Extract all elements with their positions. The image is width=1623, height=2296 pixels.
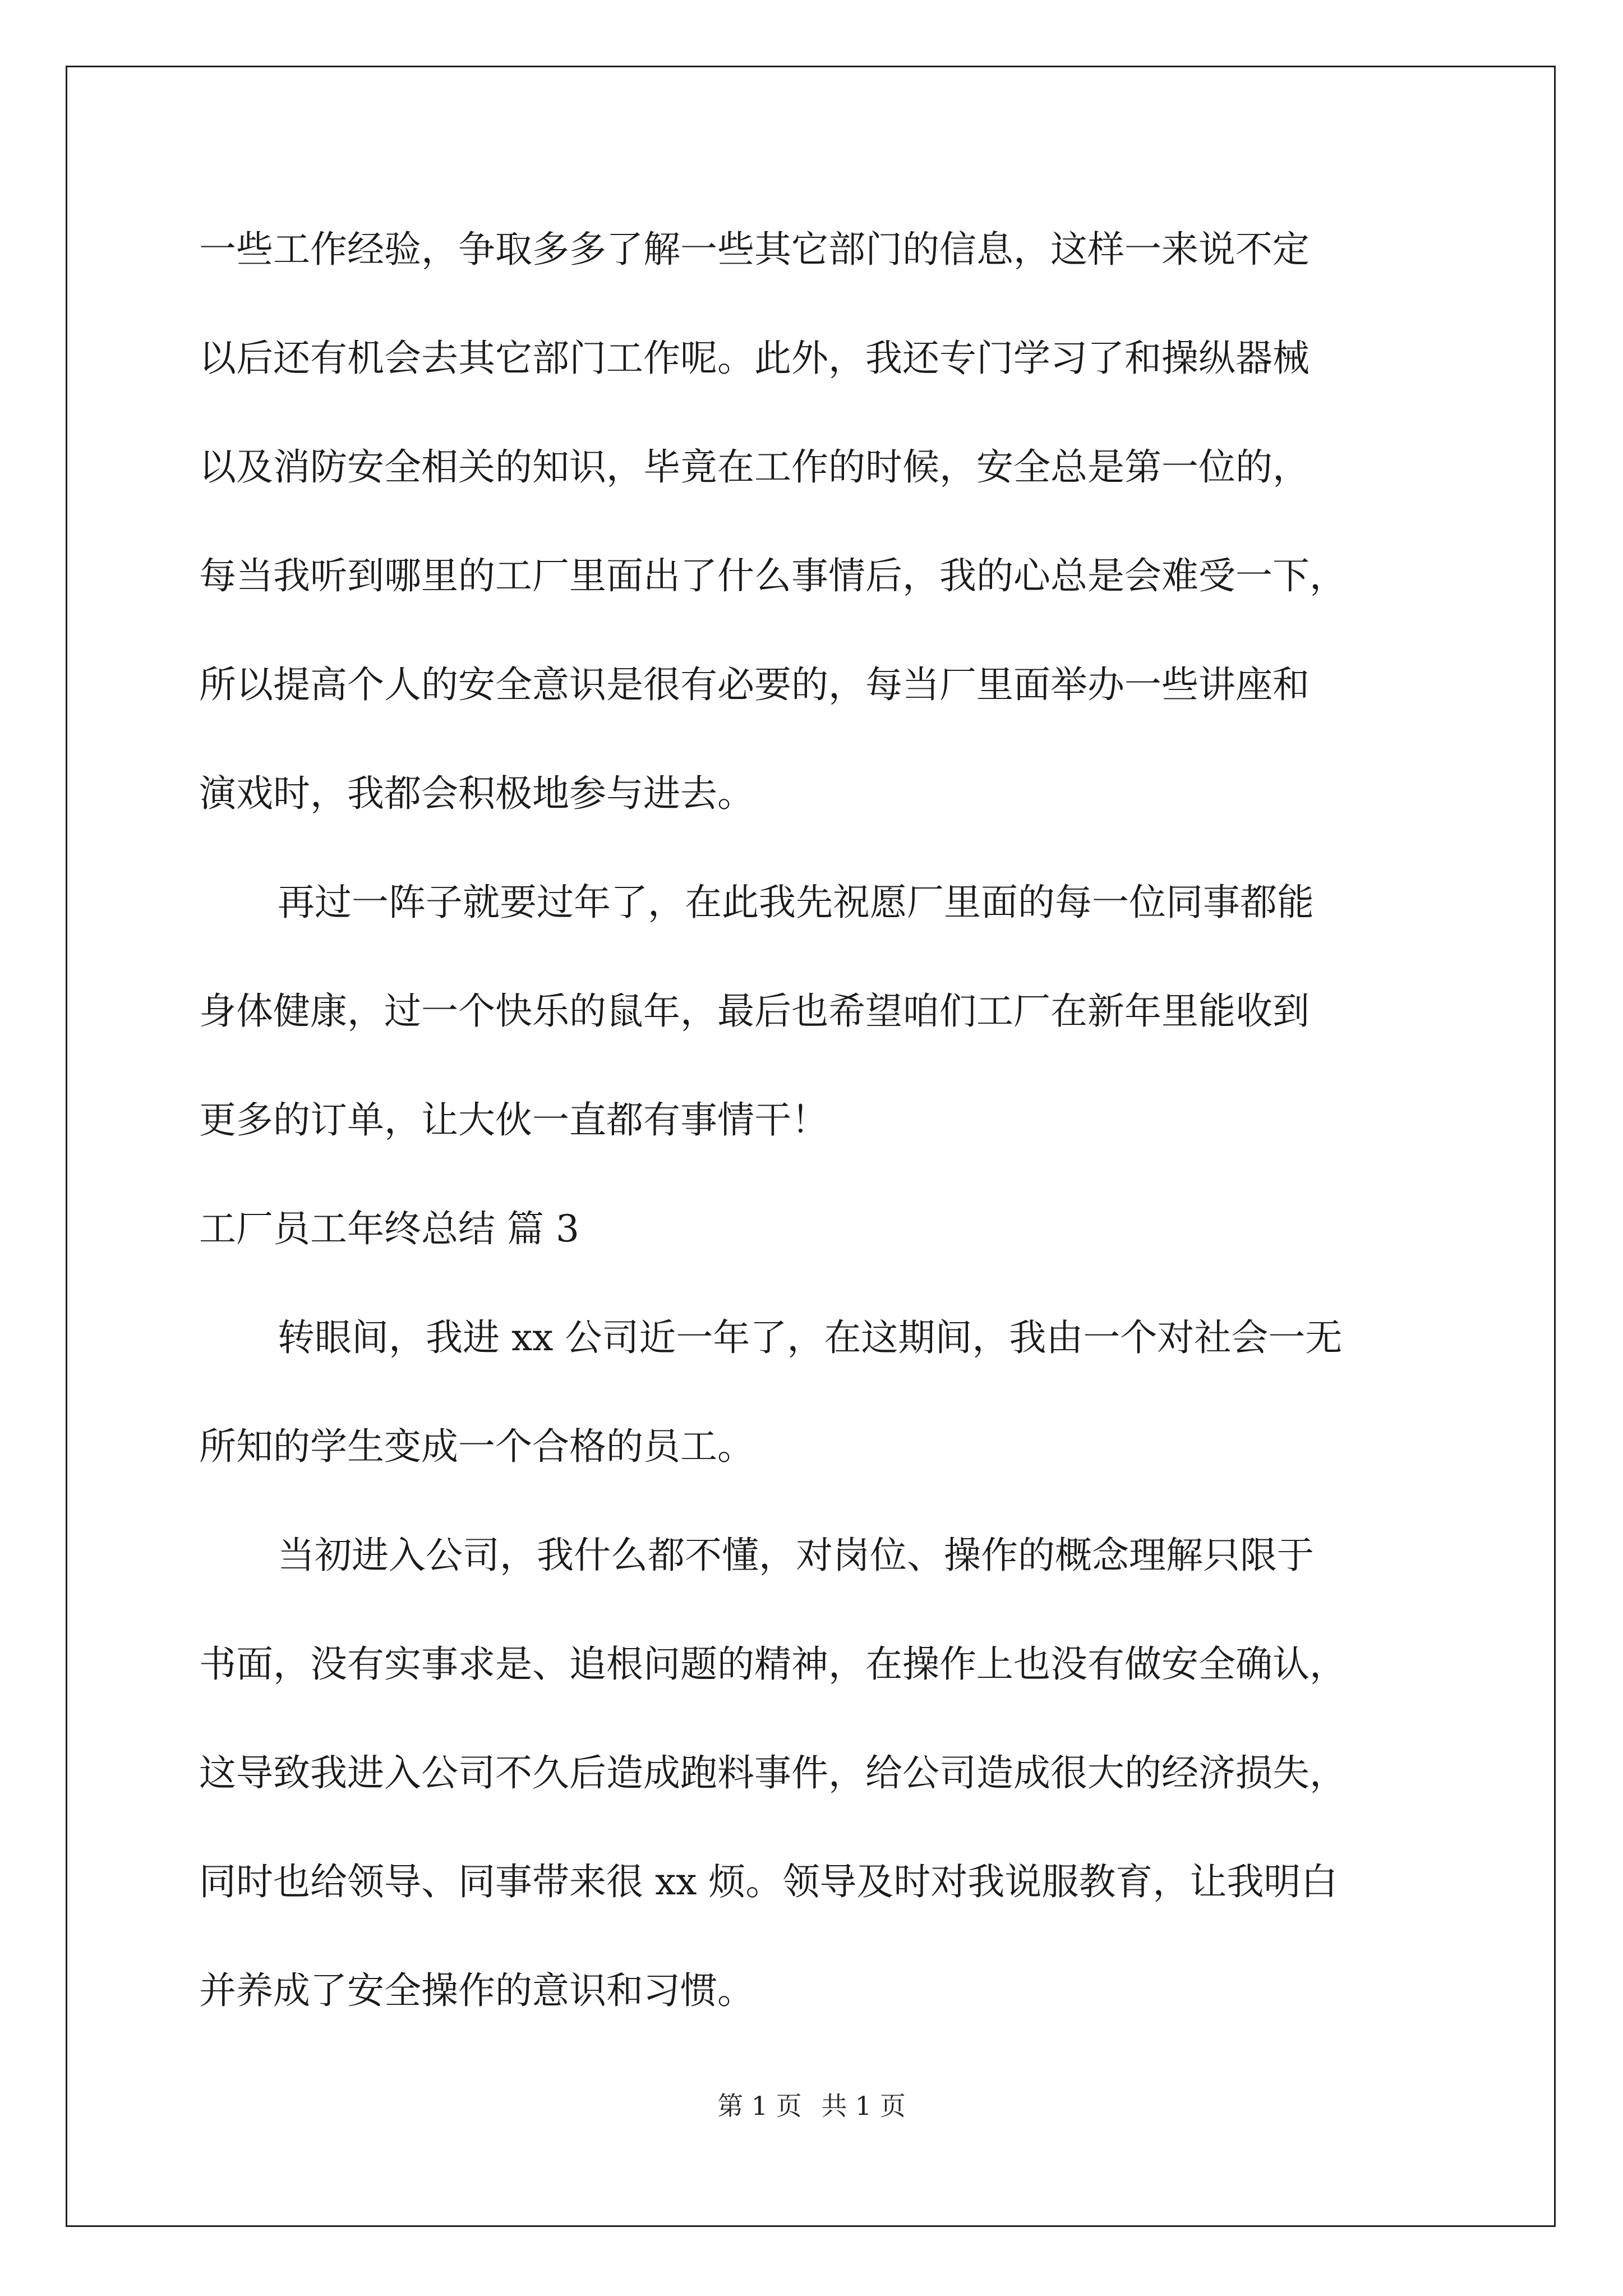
- page-footer: [0, 2086, 1623, 2123]
- text-line: 每当我听到哪里的工厂里面出了什么事情后，我的心总是会难受一下，: [199, 554, 1347, 597]
- text-line: 身体健康，过一个快乐的鼠年，最后也希望咱们工厂在新年里能收到: [199, 990, 1310, 1033]
- text-line: 同时也给领导、同事带来很 xx 烦。领导及时对我说服教育，让我明白: [199, 1860, 1338, 1903]
- text-line: 这导致我进入公司不久后造成跑料事件，给公司造成很大的经济损失，: [199, 1751, 1347, 1795]
- text-line: 并养成了安全操作的意识和习惯。: [199, 1969, 754, 2012]
- text-line: 一些工作经验，争取多多了解一些其它部门的信息，这样一来说不定: [199, 228, 1310, 271]
- text-line: 更多的订单，让大伙一直都有事情干！: [199, 1098, 828, 1142]
- text-line: 以及消防安全相关的知识，毕竟在工作的时候，安全总是第一位的，: [199, 445, 1310, 489]
- text-line: 所以提高个人的安全意识是很有必要的，每当厂里面举办一些讲座和: [199, 663, 1310, 706]
- text-line: 书面，没有实事求是、追根问题的精神，在操作上也没有做安全确认，: [199, 1642, 1347, 1686]
- text-line: 所知的学生变成一个合格的员工。: [199, 1425, 754, 1468]
- text-line: 演戏时，我都会积极地参与进去。: [199, 772, 754, 815]
- text-line: 当初进入公司，我什么都不懂，对岗位、操作的概念理解只限于: [278, 1534, 1314, 1577]
- text-line: 转眼间，我进 xx 公司近一年了，在这期间，我由一个对社会一无: [278, 1316, 1343, 1359]
- page-number: 第 1 页: [717, 2091, 802, 2121]
- text-line: 以后还有机会去其它部门工作呢。此外，我还专门学习了和操纵器械: [199, 337, 1310, 380]
- page-total: 共 1 页: [821, 2091, 906, 2121]
- text-line: 再过一阵子就要过年了，在此我先祝愿厂里面的每一位同事都能: [278, 881, 1314, 924]
- section-heading: 工厂员工年终总结 篇 3: [199, 1207, 579, 1250]
